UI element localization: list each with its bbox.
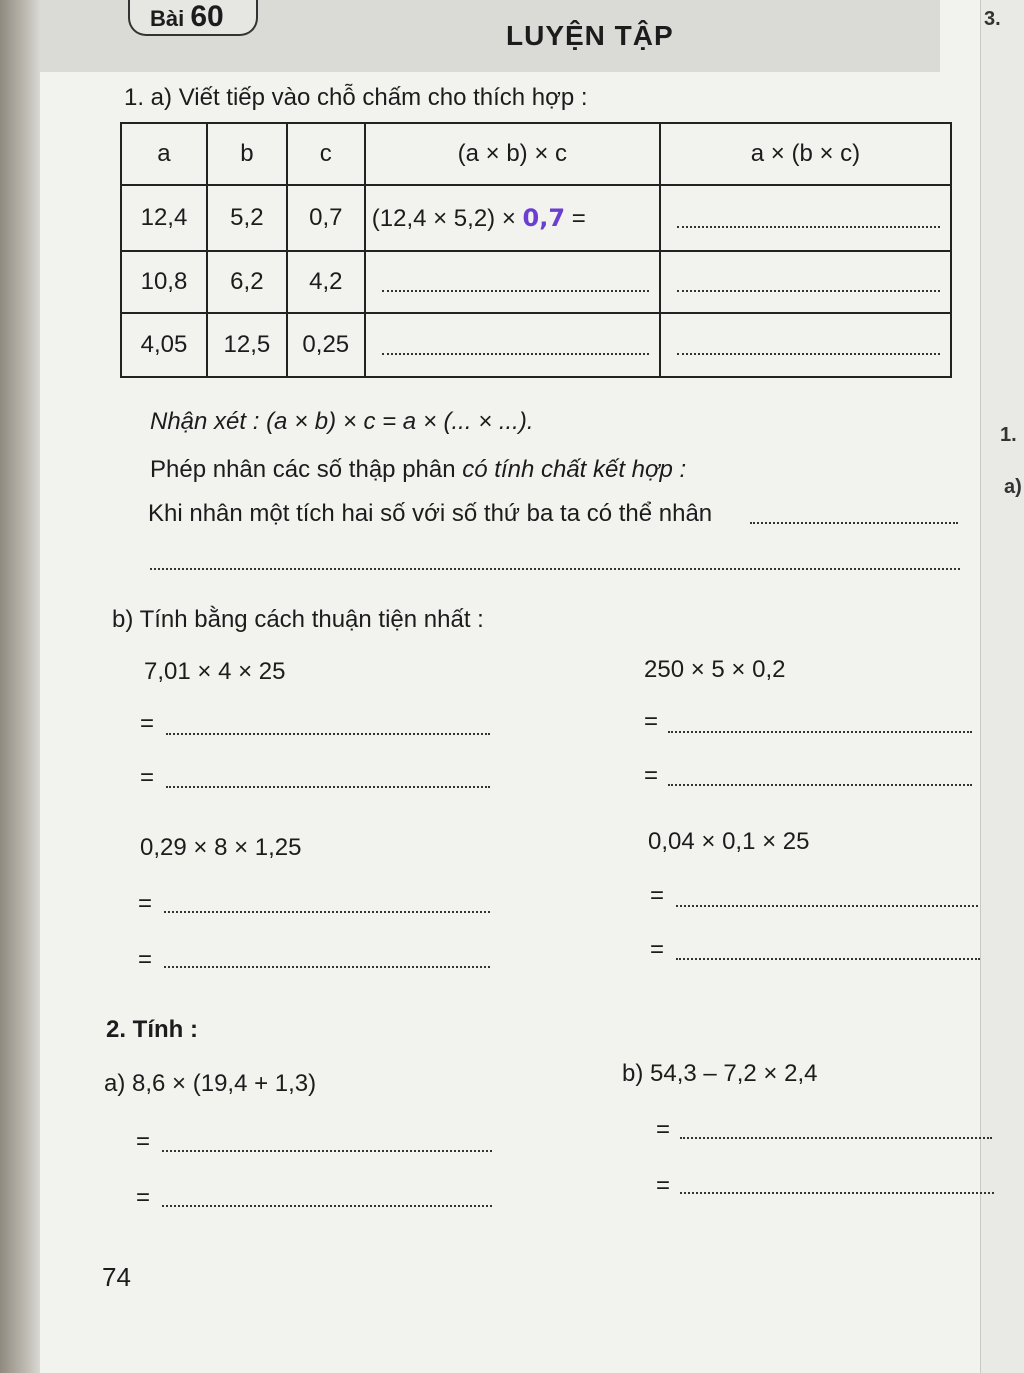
ex2-title: 2. Tính : [106, 1016, 198, 1043]
cell-left-answer [365, 313, 660, 377]
equals-sign: = [656, 1116, 671, 1143]
calc-item-1: 7,01 × 4 × 25 [144, 658, 286, 685]
cell-b: 5,2 [207, 185, 287, 251]
remark [150, 408, 534, 436]
property-plain: Phép nhân các số thập phân [150, 456, 463, 483]
lesson-prefix: Bài [150, 6, 185, 31]
answer-line [668, 784, 972, 786]
page-title: LUYỆN TẬP [506, 20, 674, 51]
rule-text: Khi nhân một tích hai số với số thứ ba ta có thể nhân [148, 500, 713, 527]
cell-c: 0,25 [287, 313, 365, 377]
answer-line [164, 911, 490, 913]
equals-sign: = [136, 1128, 151, 1155]
answer-line [677, 226, 940, 228]
answer-line [750, 522, 958, 524]
equals-sign: = [650, 882, 665, 909]
header-abc-right: a × (b × c) [660, 123, 951, 185]
lesson-number: 60 [190, 0, 224, 33]
adjacent-page-text: 1. [1000, 424, 1017, 446]
answer-line [677, 353, 940, 355]
adjacent-page-text: a) [1004, 476, 1022, 498]
answer-line [680, 1192, 994, 1194]
ex2-item-a: a) 8,6 × (19,4 + 1,3) [104, 1070, 317, 1097]
equals-sign: = [136, 1184, 151, 1211]
remark-text: Nhận xét : (a × b) × c = a × (... × ...). [150, 408, 534, 435]
answer-line [166, 786, 490, 788]
cell-a: 10,8 [121, 251, 207, 313]
ex1b-instruction: b) Tính bằng cách thuận tiện nhất : [112, 606, 484, 633]
equals-sign: = [656, 1172, 671, 1199]
answer-line [680, 1137, 992, 1139]
cell-a: 4,05 [121, 313, 207, 377]
equals-sign: = [138, 946, 153, 973]
cell-b: 6,2 [207, 251, 287, 313]
ex2-item-b: b) 54,3 – 7,2 × 2,4 [622, 1060, 818, 1087]
header-abc-left: (a × b) × c [365, 123, 660, 185]
lesson-badge [128, 0, 258, 36]
cell-b: 12,5 [207, 313, 287, 377]
cell-left-answer [365, 251, 660, 313]
cell-left-expression [365, 185, 660, 251]
page-number: 74 [102, 1262, 131, 1292]
answer-line [162, 1150, 492, 1152]
property-italic: có tính chất kết hợp : [462, 456, 687, 483]
calc-item-3: 0,29 × 8 × 1,25 [140, 834, 302, 861]
answer-line [166, 733, 490, 735]
adjacent-page [980, 0, 1024, 1373]
expression-text: (12,4 × 5,2) × [371, 204, 516, 232]
calc-item-2: 250 × 5 × 0,2 [644, 656, 786, 683]
answer-line [676, 905, 978, 907]
book-binding-edge [0, 0, 40, 1373]
table-row [121, 251, 951, 313]
equals-sign: = [650, 936, 665, 963]
equals-sign: = [140, 764, 155, 791]
answer-line [164, 966, 490, 968]
answer-line [382, 290, 649, 292]
answer-line [162, 1205, 492, 1207]
cell-c: 4,2 [287, 251, 365, 313]
equals-sign: = [138, 890, 153, 917]
ex1-instruction: 1. a) Viết tiếp vào chỗ chấm cho thích hợp : [124, 84, 588, 111]
cell-right-answer [660, 313, 951, 377]
header-b: b [207, 123, 287, 185]
table-header-row [121, 123, 951, 185]
answer-line [676, 958, 980, 960]
equals-sign: = [140, 710, 155, 737]
table-row [121, 313, 951, 377]
property-statement [150, 456, 686, 484]
cell-a: 12,4 [121, 185, 207, 251]
cell-right-answer [660, 185, 951, 251]
equals-sign: = [644, 762, 659, 789]
exercise-table [120, 122, 952, 378]
header-a: a [121, 123, 207, 185]
equals-sign: = [644, 708, 659, 735]
cell-c: 0,7 [287, 185, 365, 251]
answer-line [382, 353, 649, 355]
header-c: c [287, 123, 365, 185]
table-row [121, 185, 951, 251]
calc-item-4: 0,04 × 0,1 × 25 [648, 828, 810, 855]
cell-right-answer [660, 251, 951, 313]
equals-sign: = [571, 204, 586, 232]
adjacent-page-text: 3. [984, 8, 1001, 30]
handwritten-answer: 0,7 [522, 203, 566, 232]
answer-line [150, 568, 960, 570]
answer-line [677, 290, 940, 292]
answer-line [668, 731, 972, 733]
